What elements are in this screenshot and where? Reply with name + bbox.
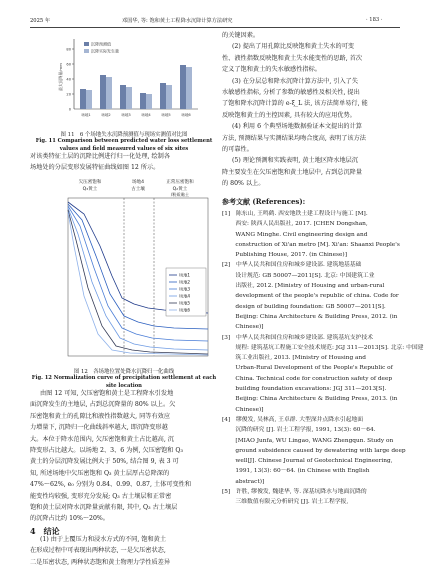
fig12-label-right: 正常压密饱和 bbox=[166, 180, 194, 185]
left-para-a-line-1: 对该类特征土层的沉降比例进行归一化处理, 绘制各 bbox=[30, 153, 171, 160]
left-para-b-line: 饱和黄土层对降水沉降量贡献有限, 其中, Q₃ 古土壤层 bbox=[30, 504, 178, 512]
reference-line: ground subsidence caused by dewatering with large deep bbox=[222, 447, 406, 454]
fig12-legend-3: 场地3 bbox=[179, 286, 191, 292]
svg-text:场地1: 场地1 bbox=[81, 113, 91, 117]
svg-text:20: 20 bbox=[66, 92, 71, 97]
figure-12-chart bbox=[54, 176, 224, 370]
reference-line: 沉降的研究 [J]. 岩土工程学报, 1991, 13(3): 60－64. bbox=[222, 427, 376, 434]
reference-line: [3] 中华人民共和国住房和城乡建设部. 建筑基坑支护技术 bbox=[222, 334, 374, 341]
right-para-line: 了饱和降水沉降计算的 e-ξ_L 法, 该方法简单易行, 能 bbox=[222, 100, 368, 108]
reference-line: Chinese)] bbox=[222, 324, 264, 331]
svg-text:0: 0 bbox=[68, 107, 71, 112]
reference-line: design of building foundation: GB 50007—2011[S]. bbox=[222, 303, 386, 310]
left-para-b-line: 面沉降发生的主地层, 占到总沉降量的 80% 以上。欠 bbox=[30, 401, 176, 409]
svg-text:场地4: 场地4 bbox=[141, 113, 151, 117]
reference-line: WANG Minghe. Civil engineering design and bbox=[222, 231, 368, 238]
reference-line: 1991, 13(3): 60－64. (in Chinese with English bbox=[222, 468, 370, 475]
right-para-line: 反映饱和黄土的主控因素, 具有较大的应用优势。 bbox=[222, 111, 356, 119]
reference-line: building foundation excavations: JGJ 311—2013[S]. bbox=[222, 386, 387, 393]
figure-11-chart bbox=[58, 35, 206, 121]
references-list bbox=[222, 209, 423, 508]
left-para-a-line-2: 场地处的分层变形发展特征曲线如图 12 所示。 bbox=[30, 164, 160, 171]
right-para-line: 的关键因素。 bbox=[222, 32, 260, 39]
legend-pred-label: 沉降预测值 bbox=[91, 41, 111, 47]
legend-swatch-meas bbox=[84, 49, 89, 53]
left-para-b-line: 黄土的分层沉降发展比例大于 50%, 结合图 9, 表 3 可 bbox=[30, 458, 179, 466]
fig12-label-right2: Q₂黄土 bbox=[172, 187, 188, 192]
figure-11-bars bbox=[80, 65, 192, 109]
figure-11-caption-en-2: values and field measured values of six sites bbox=[59, 146, 189, 152]
legend-meas-label: 沉降实际发生量 bbox=[91, 48, 119, 54]
reference-line: 三维数值有限元分析研究 [J]. 岩土工程学报, bbox=[222, 499, 349, 506]
left-para-c-line: 二是压密状态, 两种状态饱和黄土物理力学性质差异 bbox=[30, 558, 171, 566]
left-para-b-line: 力增量下, 沉降归一化曲线斜率越大, 即沉降变形越 bbox=[30, 424, 168, 432]
figure-12-caption-en-1: Fig. 12 Normalization curve of precipitation settlement at each bbox=[31, 375, 217, 381]
left-para-c-line: (1) 由于上覆压力和浸水方式的不同, 饱和黄土 bbox=[40, 536, 167, 543]
figure-11-ylabel: 最大沉降量/mm bbox=[58, 63, 63, 91]
reference-line: [5] 许胜, 缪俊发, 魏建华, 等. 深基坑降水与地面沉降的 bbox=[222, 489, 367, 496]
right-para-line: (5) 理论预测和实践表明, 黄土地区降水地层沉 bbox=[232, 157, 359, 165]
reference-line: 设计规范: GB 50007—2011[S]. 北京: 中国建筑工业 bbox=[222, 272, 375, 279]
conclusion-heading: 4 结论 bbox=[30, 526, 60, 536]
right-para-line: 降主要发生在欠压密饱和黄土地层中, 占到总沉降量 bbox=[222, 168, 363, 176]
reference-line: Chinese)] bbox=[222, 406, 264, 413]
reference-line: well[J]. Chinese Journal of Geotechnical Engineering, bbox=[222, 458, 393, 465]
reference-line: 规程: 建筑基坑工程施工安全技术规范: JGJ 311—2013[S]. 北京: 中国建 bbox=[222, 344, 424, 351]
reference-line: Urban-Rural Development of the People's Republic of bbox=[222, 365, 393, 372]
legend-swatch-pred bbox=[84, 42, 89, 46]
reference-line: [1] 陈东山, 王鸣鹤. 西安地铁土建工程设计与施工 [M]. bbox=[222, 211, 368, 217]
figure-11-caption: 图 11 6 个场地失水沉降预测值与现场实测值对比图 bbox=[60, 132, 188, 138]
right-para-line: 定义了饱和黄土的失水敏感性指标。 bbox=[222, 66, 321, 74]
reference-line: construction of Xi'an metro [M]. Xi'an: Shaanxi People's bbox=[222, 241, 400, 248]
header-rule bbox=[30, 27, 400, 28]
right-para-line: 性、液性指数反映饱和黄土失水能变性的思路, 首次 bbox=[222, 54, 363, 62]
header-title: 邓国华, 等: 饱和黄土工程降水沉降计算方法研究 bbox=[122, 18, 233, 24]
right-para-a bbox=[222, 30, 368, 190]
svg-text:场地5: 场地5 bbox=[161, 113, 171, 117]
header-year: 2025 年 bbox=[30, 18, 51, 24]
reference-line: 西安: 陕西人民出版社, 2017. [CHEN Dongshan, bbox=[222, 221, 368, 228]
fig12-label-left2: Q₃黄土 bbox=[82, 187, 98, 192]
right-para-line: (4) 利用 6 个典型场地数据验证本文提出的计算 bbox=[232, 123, 362, 131]
right-para-line: 的 80% 以上。 bbox=[222, 180, 265, 188]
references-heading: 参考文献 (References): bbox=[222, 197, 306, 206]
left-para-b-line: 47%～62%, e₀ 分别为 0.84、0.99、0.87, 土体可变性和 bbox=[30, 481, 192, 489]
fig12-legend-4: 场地4 bbox=[179, 293, 191, 299]
svg-text:场地2: 场地2 bbox=[101, 113, 111, 117]
figure-12-caption-en-2: site location bbox=[106, 383, 142, 389]
reference-line: Publishing House, 2017. (in Chinese)] bbox=[222, 252, 347, 259]
left-para-b-line: 能变性均较强, 变形充分发展; Q₃ 古土壤层和正常密 bbox=[30, 492, 172, 500]
left-para-b-line: 由图 12 可知, 欠压密饱和黄土是工程降水引发地 bbox=[40, 390, 174, 397]
reference-line: Beijing: China Architecture & Building Press, 2012. (in bbox=[222, 313, 398, 320]
fig12-label-left: 欠压密饱和 bbox=[78, 180, 102, 185]
svg-text:场地3: 场地3 bbox=[121, 113, 131, 117]
svg-text:80: 80 bbox=[66, 47, 71, 52]
reference-line: abstract)] bbox=[222, 478, 265, 485]
left-para-b-line: 知, 所述场地中欠压密饱和 Q₃ 黄土层厚占总降深的 bbox=[30, 469, 170, 477]
left-para-b-line: 压密饱和黄土的孔隙比和液性指数越大, 同等有效应 bbox=[30, 412, 171, 420]
fig12-legend-2: 场地2 bbox=[179, 279, 191, 285]
page-number: · 183 · bbox=[366, 17, 383, 23]
left-para-c bbox=[30, 534, 170, 568]
fig12-legend-6: 场地6 bbox=[179, 307, 191, 313]
reference-line: 出版社, 2012. [Ministry of Housing and urban-rural bbox=[222, 283, 385, 290]
left-para-c-line: 在形成过程中可表现出两种状态, 一是欠压密状态, bbox=[30, 547, 166, 555]
reference-line: [4] 缪俊发, 吴林高, 王卓群. 大型深井点降水引起地面 bbox=[222, 416, 364, 423]
reference-line: development of the people's republic of china. Code for bbox=[222, 293, 399, 300]
reference-line: China. Technical code for construction safety of deep bbox=[222, 375, 393, 382]
reference-line: Beijing: China Architecture & Building Press, 2013. (in bbox=[222, 396, 398, 403]
reference-line: [MIAO Junfa, WU Lingao, WANG Zhengqun. Study on bbox=[222, 437, 394, 444]
svg-text:40: 40 bbox=[66, 77, 71, 82]
right-para-line: (2) 提出了用孔隙比反映饱和黄土失水的可变 bbox=[232, 43, 355, 51]
fig12-label-mid2: 古土壤 bbox=[131, 187, 145, 192]
right-para-line: 水敏感性指标, 分析了参数的敏感性及相关性, 提出 bbox=[222, 89, 360, 97]
left-para-b bbox=[30, 388, 191, 525]
fig12-legend-1: 场地1 bbox=[179, 272, 191, 278]
figure-12-caption: 图 12 各场地位置处降水沉降归一化曲线 bbox=[73, 369, 175, 375]
reference-line: [2] 中华人民共和国住房和城乡建设部. 建筑地基基础 bbox=[222, 262, 362, 269]
fig12-label-mid: 场地4 bbox=[131, 180, 145, 185]
svg-text:60: 60 bbox=[66, 62, 71, 67]
right-para-line: (3) 在分层总和降水沉降计算方法中, 引入了失 bbox=[232, 77, 359, 85]
right-para-line: 方法, 预测结果与实测结果均吻合度高, 表明了该方法 bbox=[222, 134, 366, 142]
fig12-label-right3: /粉质黏土 bbox=[170, 192, 190, 197]
left-para-b-line: 大。本位于降水范围内, 欠压密饱和黄土占比越高, 沉 bbox=[30, 435, 174, 443]
right-para-line: 的可靠性。 bbox=[222, 146, 253, 154]
fig12-legend-5: 场地5 bbox=[179, 300, 191, 306]
svg-text:场地6: 场地6 bbox=[181, 113, 191, 117]
reference-line: 筑工业出版社, 2013. [Ministry of Housing and bbox=[222, 355, 366, 362]
left-para-b-line: 降变形占比越大。以场地 2、3、6 为例, 欠压密饱和 Q₃ bbox=[30, 447, 183, 455]
left-para-b-line: 的沉降占比约 10%～20%。 bbox=[30, 515, 109, 523]
figure-11-caption-en-1: Fig. 11 Comparison between predicted water loss settlement bbox=[35, 138, 213, 144]
